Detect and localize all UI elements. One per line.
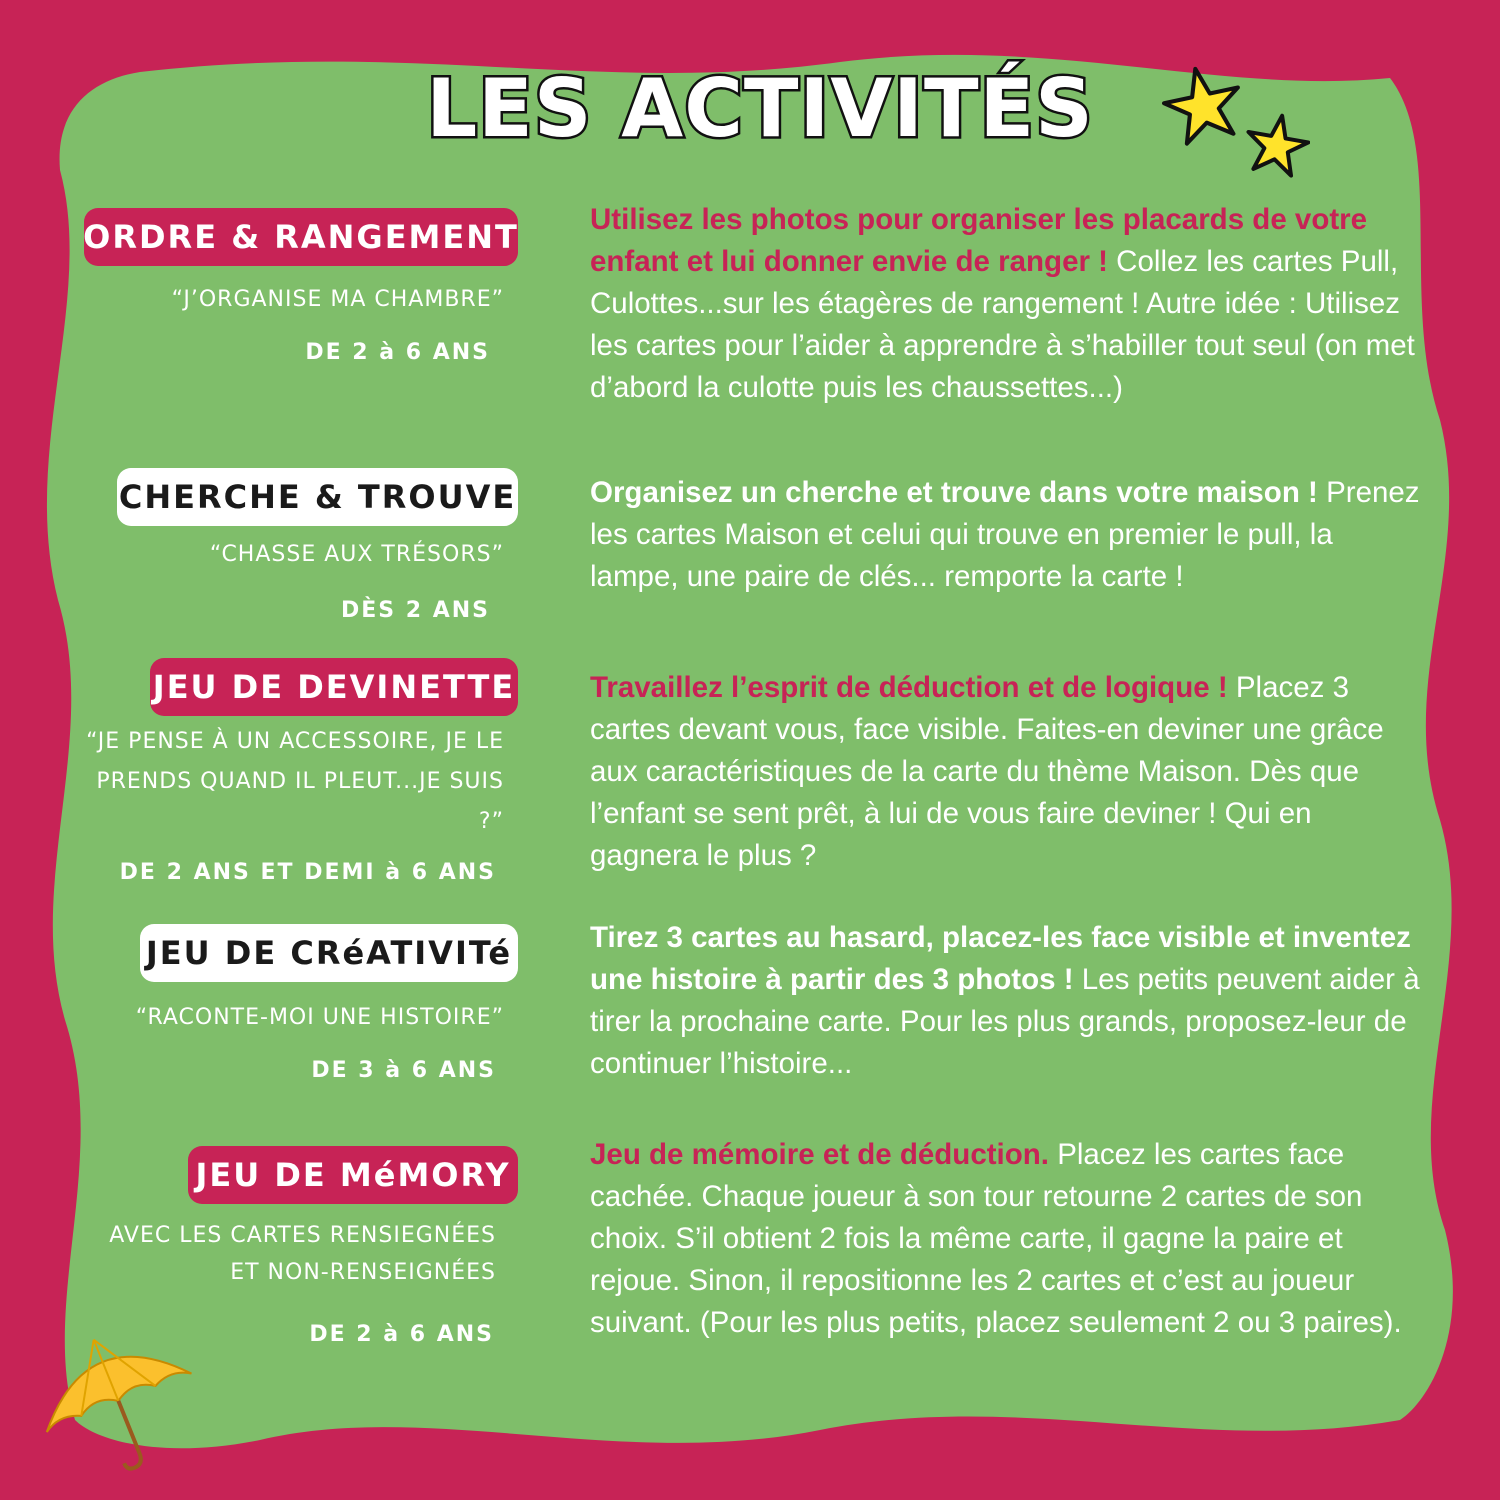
star-icon	[1162, 64, 1244, 146]
activity-text: Collez les cartes Pull, Culottes...sur les étagères de rangement ! Autre idée : Utilisez les cartes pour l’aider à apprendre à s’habiller tout seul (on met d’abord la culotte puis les chaussettes...)	[590, 245, 1415, 404]
activity-lead: Travaillez l’esprit de déduction et de logique !	[590, 671, 1228, 704]
activity-text: Placez les cartes face cachée. Chaque joueur à son tour retourne 2 cartes de son choix. S’il obtient 2 fois la même carte, il gagne la paire et rejoue. Sinon, il repositionne les 2 cartes et c’est au joueur suivant. (Pour les plus petits, placez seulement 2 ou 3 paires).	[590, 1138, 1402, 1339]
activity-subtitle: AVEC LES CARTES RENSIEGNÉES ET NON-RENSEIGNÉES	[109, 1223, 496, 1285]
activity-description	[590, 1134, 1420, 1344]
activity-text: Placez 3 cartes devant vous, face visible. Faites-en deviner une grâce aux caractéristiques de la carte du thème Maison. Dès que l’enfant se sent prêt, à lui de vous faire deviner ! Qui en gagnera le plus ?	[590, 671, 1384, 872]
activity-subtitle: “RACONTE-MOI UNE HISTOIRE”	[135, 1005, 504, 1030]
activity-description	[590, 472, 1420, 598]
activity-lead: Organisez un cherche et trouve dans votre maison !	[590, 476, 1318, 509]
activity-subtitle: “JE PENSE À UN ACCESSOIRE, JE LE PRENDS QUAND IL PLEUT...JE SUIS ?”	[86, 729, 504, 834]
activity-description	[590, 917, 1420, 1085]
page-title: LES ACTIVITÉS	[426, 62, 1094, 155]
activity-lead: Jeu de mémoire et de déduction.	[590, 1138, 1049, 1171]
activity-lead: Tirez 3 cartes au hasard, placez-les face visible et inventez une histoire à partir des 3 photos !	[590, 921, 1411, 996]
activity-subtitle: “CHASSE AUX TRÉSORS”	[209, 542, 504, 567]
activity-age: DÈS 2 ANS	[340, 598, 490, 623]
activity-description	[590, 199, 1420, 409]
activity-text: Prenez les cartes Maison et celui qui trouve en premier le pull, la lampe, une paire de clés... remporte la carte !	[590, 476, 1420, 593]
umbrella-icon	[28, 1325, 208, 1475]
activity-age: DE 2 ANS ET DEMI à 6 ANS	[119, 860, 496, 885]
activity-label-jeu-creativite: JEU DE CRéATIVITé	[140, 924, 518, 982]
star-icon	[1244, 112, 1310, 178]
activity-label-jeu-devinette: JEU DE DEVINETTE	[150, 658, 518, 716]
activity-description	[590, 667, 1420, 877]
activity-label-cherche-trouve: CHERCHE & TROUVE	[117, 468, 518, 526]
activity-text: Les petits peuvent aider à tirer la prochaine carte. Pour les plus grands, proposez-leur de continuer l’histoire...	[590, 963, 1420, 1080]
activity-lead: Utilisez les photos pour organiser les placards de votre enfant et lui donner envie de ranger !	[590, 203, 1368, 278]
activity-label-jeu-memory: JEU DE MéMORY	[188, 1146, 518, 1204]
activity-label-ordre-rangement: ORDRE & RANGEMENT	[84, 208, 518, 266]
activity-age: DE 2 à 6 ANS	[309, 1322, 494, 1347]
activity-subtitle: “J’ORGANISE MA CHAMBRE”	[171, 287, 504, 312]
activity-age: DE 2 à 6 ANS	[305, 340, 490, 365]
activity-age: DE 3 à 6 ANS	[311, 1058, 496, 1083]
